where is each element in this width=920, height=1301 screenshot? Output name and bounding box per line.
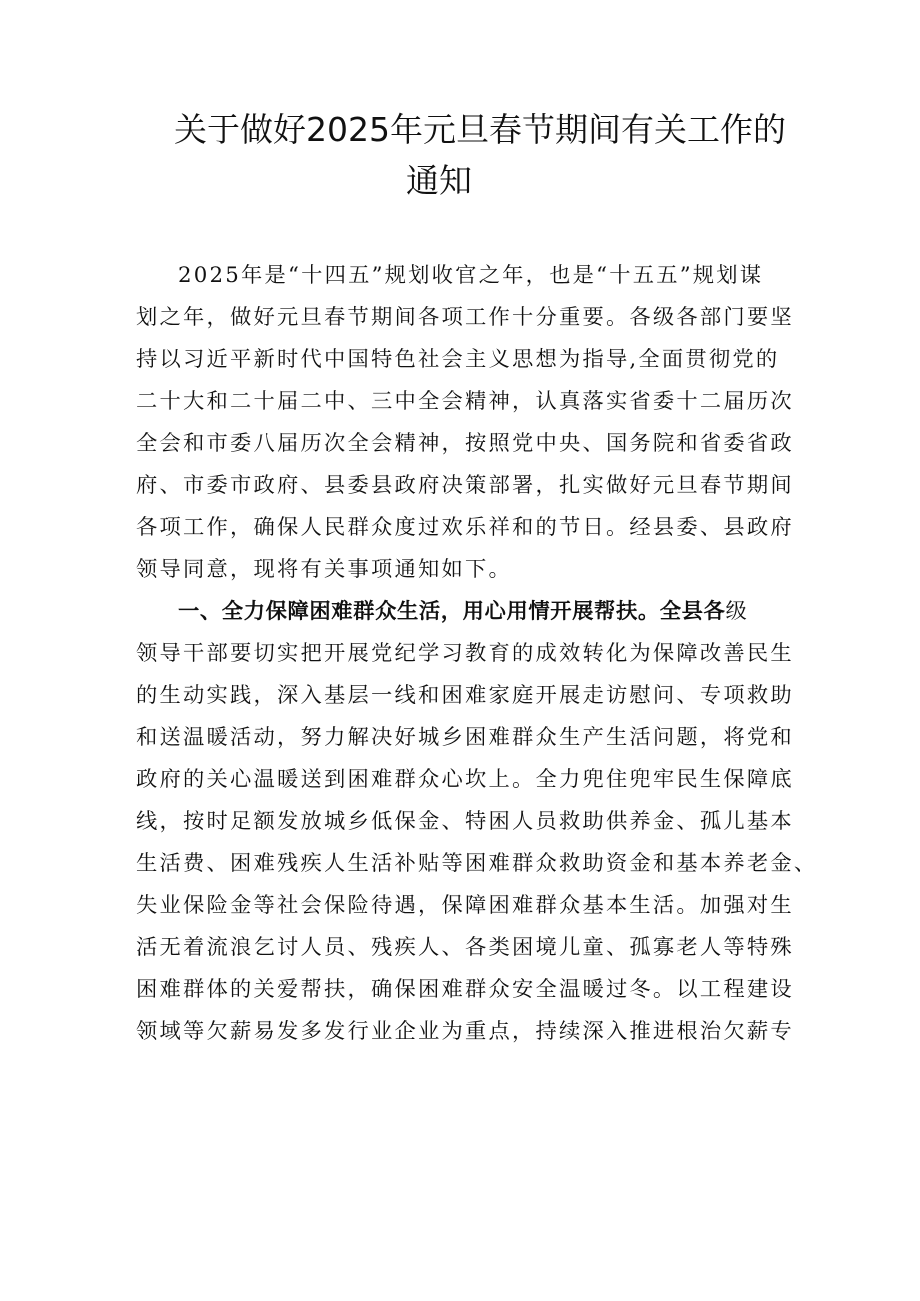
title-line-2: 通知 — [406, 161, 472, 200]
body-line: 失业保险金等社会保险待遇，保障困难群众基本生活。加强对生 — [136, 893, 794, 918]
body-line: 活无着流浪乞讨人员、残疾人、各类困境儿童、孤寡老人等特殊 — [136, 935, 794, 960]
body-line: 2025年是“十四五”规划收官之年，也是“十五五”规划谋 — [178, 263, 764, 288]
body-line: 的生动实践，深入基层一线和困难家庭开展走访慰问、专项救助 — [136, 683, 794, 708]
body-line: 各项工作，确保人民群众度过欢乐祥和的节日。经县委、县政府 — [136, 515, 794, 540]
body-line: 领域等欠薪易发多发行业企业为重点，持续深入推进根治欠薪专 — [136, 1019, 794, 1044]
body-line: 领导干部要切实把开展党纪学习教育的成效转化为保障改善民生 — [136, 641, 794, 666]
section-heading-line — [136, 591, 816, 633]
title-line-1: 关于做好2025年元旦春节期间有关工作的 — [174, 110, 786, 149]
body-line: 划之年，做好元旦春节期间各项工作十分重要。各级各部门要坚 — [136, 305, 794, 330]
body-line: 二十大和二十届二中、三中全会精神，认真落实省委十二届历次 — [136, 389, 794, 414]
section-1-heading-tail: 级 — [725, 599, 749, 624]
body-line: 和送温暖活动，努力解决好城乡困难群众生产生活问题，将党和 — [136, 725, 794, 750]
document-body — [136, 255, 816, 1053]
body-line: 线，按时足额发放城乡低保金、特困人员救助供养金、孤儿基本 — [136, 809, 794, 834]
body-line: 府、市委市政府、县委县政府决策部署，扎实做好元旦春节期间 — [136, 473, 794, 498]
body-line: 全会和市委八届历次全会精神，按照党中央、国务院和省委省政 — [136, 431, 794, 456]
body-line: 政府的关心温暖送到困难群众心坎上。全力兜住兜牢民生保障底 — [136, 767, 794, 792]
body-line: 持以习近平新时代中国特色社会主义思想为指导,全面贯彻党的 — [136, 347, 780, 372]
body-line: 生活费、困难残疾人生活补贴等困难群众救助资金和基本养老金、 — [136, 851, 818, 876]
body-line: 领导同意，现将有关事项通知如下。 — [136, 557, 512, 582]
body-line: 困难群体的关爱帮扶，确保困难群众安全温暖过冬。以工程建设 — [136, 977, 794, 1002]
document-title — [120, 104, 840, 206]
section-1-heading: 一、全力保障困难群众生活，用心用情开展帮扶。全县各 — [178, 599, 726, 624]
